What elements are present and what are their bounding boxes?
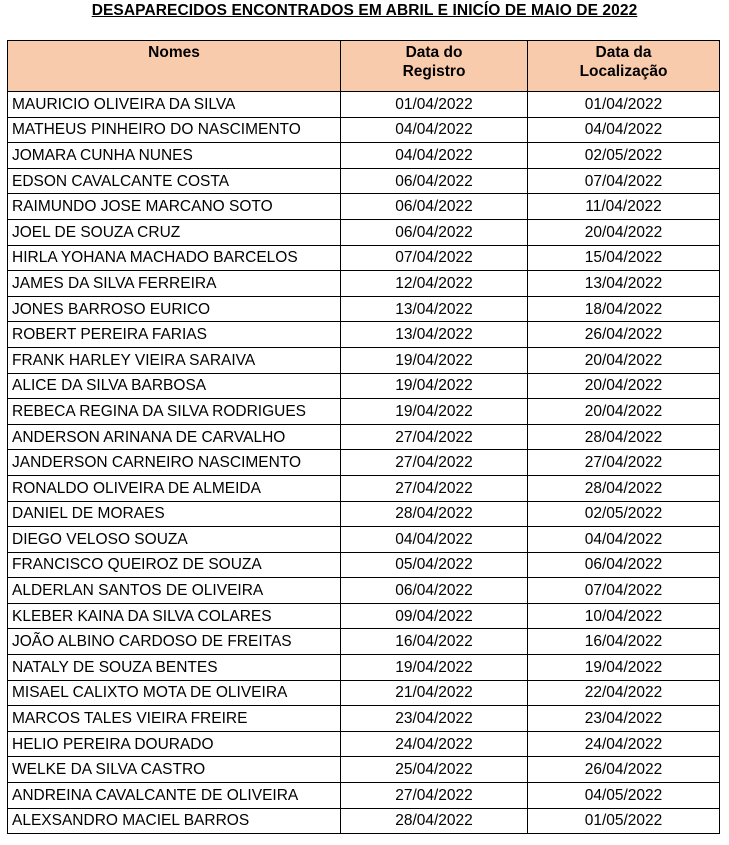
column-header-localizacao bbox=[528, 41, 720, 92]
table-row bbox=[8, 271, 720, 297]
cell-name: DANIEL DE MORAES bbox=[8, 501, 341, 527]
cell-name: REBECA REGINA DA SILVA RODRIGUES bbox=[8, 399, 341, 425]
cell-name: HELIO PEREIRA DOURADO bbox=[8, 731, 341, 757]
cell-data-registro: 09/04/2022 bbox=[341, 603, 528, 629]
table-row bbox=[8, 552, 720, 578]
cell-name: JAMES DA SILVA FERREIRA bbox=[8, 271, 341, 297]
column-header-registro bbox=[341, 41, 528, 92]
table-row bbox=[8, 527, 720, 553]
cell-data-localizacao: 04/04/2022 bbox=[528, 527, 720, 553]
cell-data-registro: 19/04/2022 bbox=[341, 399, 528, 425]
column-header-name bbox=[8, 41, 341, 92]
cell-data-localizacao: 26/04/2022 bbox=[528, 322, 720, 348]
cell-data-registro: 28/04/2022 bbox=[341, 501, 528, 527]
header-row bbox=[8, 41, 720, 92]
cell-data-registro: 06/04/2022 bbox=[341, 168, 528, 194]
table-row bbox=[8, 373, 720, 399]
cell-name: MISAEL CALIXTO MOTA DE OLIVEIRA bbox=[8, 680, 341, 706]
cell-name: NATALY DE SOUZA BENTES bbox=[8, 655, 341, 681]
cell-name: ALICE DA SILVA BARBOSA bbox=[8, 373, 341, 399]
cell-data-registro: 27/04/2022 bbox=[341, 424, 528, 450]
cell-data-registro: 27/04/2022 bbox=[341, 475, 528, 501]
table-row bbox=[8, 399, 720, 425]
table-row bbox=[8, 347, 720, 373]
cell-data-registro: 04/04/2022 bbox=[341, 117, 528, 143]
cell-name: FRANCISCO QUEIROZ DE SOUZA bbox=[8, 552, 341, 578]
column-header-name-label: Nomes bbox=[148, 44, 200, 61]
cell-data-localizacao: 01/04/2022 bbox=[528, 92, 720, 118]
cell-data-registro: 13/04/2022 bbox=[341, 322, 528, 348]
cell-name: ANDREINA CAVALCANTE DE OLIVEIRA bbox=[8, 783, 341, 809]
table-row bbox=[8, 629, 720, 655]
cell-data-localizacao: 01/05/2022 bbox=[528, 808, 720, 834]
column-header-localizacao-label: Data da Localização bbox=[579, 44, 668, 80]
cell-data-localizacao: 20/04/2022 bbox=[528, 373, 720, 399]
cell-data-registro: 27/04/2022 bbox=[341, 450, 528, 476]
cell-name: DIEGO VELOSO SOUZA bbox=[8, 527, 341, 553]
cell-data-localizacao: 16/04/2022 bbox=[528, 629, 720, 655]
table-row bbox=[8, 475, 720, 501]
cell-data-localizacao: 11/04/2022 bbox=[528, 194, 720, 220]
cell-data-registro: 04/04/2022 bbox=[341, 143, 528, 169]
cell-data-registro: 19/04/2022 bbox=[341, 373, 528, 399]
table-row bbox=[8, 578, 720, 604]
cell-data-localizacao: 04/05/2022 bbox=[528, 783, 720, 809]
cell-data-localizacao: 06/04/2022 bbox=[528, 552, 720, 578]
cell-data-registro: 04/04/2022 bbox=[341, 527, 528, 553]
table-row bbox=[8, 757, 720, 783]
cell-name: WELKE DA SILVA CASTRO bbox=[8, 757, 341, 783]
cell-name: RAIMUNDO JOSE MARCANO SOTO bbox=[8, 194, 341, 220]
cell-data-localizacao: 07/04/2022 bbox=[528, 578, 720, 604]
table-row bbox=[8, 808, 720, 834]
cell-data-localizacao: 19/04/2022 bbox=[528, 655, 720, 681]
column-header-registro-label: Data do Registro bbox=[402, 44, 466, 80]
cell-data-localizacao: 10/04/2022 bbox=[528, 603, 720, 629]
cell-name: ANDERSON ARINANA DE CARVALHO bbox=[8, 424, 341, 450]
cell-name: KLEBER KAINA DA SILVA COLARES bbox=[8, 603, 341, 629]
cell-data-registro: 05/04/2022 bbox=[341, 552, 528, 578]
table-row bbox=[8, 92, 720, 118]
cell-data-localizacao: 02/05/2022 bbox=[528, 501, 720, 527]
cell-data-localizacao: 20/04/2022 bbox=[528, 399, 720, 425]
table-row bbox=[8, 424, 720, 450]
cell-data-registro: 13/04/2022 bbox=[341, 296, 528, 322]
table-row bbox=[8, 706, 720, 732]
table-row bbox=[8, 168, 720, 194]
table-row bbox=[8, 219, 720, 245]
table-row bbox=[8, 450, 720, 476]
cell-name: ROBERT PEREIRA FARIAS bbox=[8, 322, 341, 348]
cell-data-registro: 06/04/2022 bbox=[341, 194, 528, 220]
table-row bbox=[8, 603, 720, 629]
missing-persons-table bbox=[7, 40, 720, 834]
cell-data-registro: 19/04/2022 bbox=[341, 347, 528, 373]
cell-data-registro: 01/04/2022 bbox=[341, 92, 528, 118]
cell-name: MAURICIO OLIVEIRA DA SILVA bbox=[8, 92, 341, 118]
cell-name: EDSON CAVALCANTE COSTA bbox=[8, 168, 341, 194]
cell-name: ALDERLAN SANTOS DE OLIVEIRA bbox=[8, 578, 341, 604]
table-row bbox=[8, 245, 720, 271]
cell-data-registro: 23/04/2022 bbox=[341, 706, 528, 732]
table-row bbox=[8, 143, 720, 169]
table-body bbox=[8, 92, 720, 834]
cell-data-localizacao: 20/04/2022 bbox=[528, 219, 720, 245]
document-title: DESAPARECIDOS ENCONTRADOS EM ABRIL E INICÍO DE MAIO DE 2022 bbox=[91, 2, 638, 19]
cell-data-localizacao: 02/05/2022 bbox=[528, 143, 720, 169]
cell-name: JOMARA CUNHA NUNES bbox=[8, 143, 341, 169]
cell-data-localizacao: 26/04/2022 bbox=[528, 757, 720, 783]
cell-data-registro: 27/04/2022 bbox=[341, 783, 528, 809]
table-row bbox=[8, 296, 720, 322]
table-row bbox=[8, 501, 720, 527]
cell-data-registro: 06/04/2022 bbox=[341, 219, 528, 245]
cell-data-registro: 25/04/2022 bbox=[341, 757, 528, 783]
cell-data-localizacao: 18/04/2022 bbox=[528, 296, 720, 322]
table-row bbox=[8, 655, 720, 681]
cell-data-registro: 06/04/2022 bbox=[341, 578, 528, 604]
cell-data-localizacao: 07/04/2022 bbox=[528, 168, 720, 194]
cell-data-localizacao: 28/04/2022 bbox=[528, 424, 720, 450]
cell-data-localizacao: 20/04/2022 bbox=[528, 347, 720, 373]
cell-data-registro: 21/04/2022 bbox=[341, 680, 528, 706]
cell-data-localizacao: 22/04/2022 bbox=[528, 680, 720, 706]
cell-name: MATHEUS PINHEIRO DO NASCIMENTO bbox=[8, 117, 341, 143]
cell-data-registro: 28/04/2022 bbox=[341, 808, 528, 834]
cell-name: ALEXSANDRO MACIEL BARROS bbox=[8, 808, 341, 834]
table-row bbox=[8, 322, 720, 348]
table-row bbox=[8, 680, 720, 706]
cell-name: MARCOS TALES VIEIRA FREIRE bbox=[8, 706, 341, 732]
cell-data-registro: 19/04/2022 bbox=[341, 655, 528, 681]
cell-data-registro: 07/04/2022 bbox=[341, 245, 528, 271]
cell-name: JOEL DE SOUZA CRUZ bbox=[8, 219, 341, 245]
cell-data-registro: 24/04/2022 bbox=[341, 731, 528, 757]
cell-name: FRANK HARLEY VIEIRA SARAIVA bbox=[8, 347, 341, 373]
cell-name: JANDERSON CARNEIRO NASCIMENTO bbox=[8, 450, 341, 476]
cell-data-localizacao: 28/04/2022 bbox=[528, 475, 720, 501]
table-header bbox=[8, 41, 720, 92]
cell-name: JOÃO ALBINO CARDOSO DE FREITAS bbox=[8, 629, 341, 655]
table-row bbox=[8, 117, 720, 143]
table-row bbox=[8, 731, 720, 757]
cell-name: JONES BARROSO EURICO bbox=[8, 296, 341, 322]
table-row bbox=[8, 194, 720, 220]
cell-data-registro: 16/04/2022 bbox=[341, 629, 528, 655]
cell-data-localizacao: 13/04/2022 bbox=[528, 271, 720, 297]
cell-data-localizacao: 23/04/2022 bbox=[528, 706, 720, 732]
cell-data-localizacao: 04/04/2022 bbox=[528, 117, 720, 143]
cell-data-localizacao: 15/04/2022 bbox=[528, 245, 720, 271]
cell-data-registro: 12/04/2022 bbox=[341, 271, 528, 297]
cell-data-localizacao: 27/04/2022 bbox=[528, 450, 720, 476]
table-row bbox=[8, 783, 720, 809]
cell-name: RONALDO OLIVEIRA DE ALMEIDA bbox=[8, 475, 341, 501]
cell-data-localizacao: 24/04/2022 bbox=[528, 731, 720, 757]
cell-name: HIRLA YOHANA MACHADO BARCELOS bbox=[8, 245, 341, 271]
